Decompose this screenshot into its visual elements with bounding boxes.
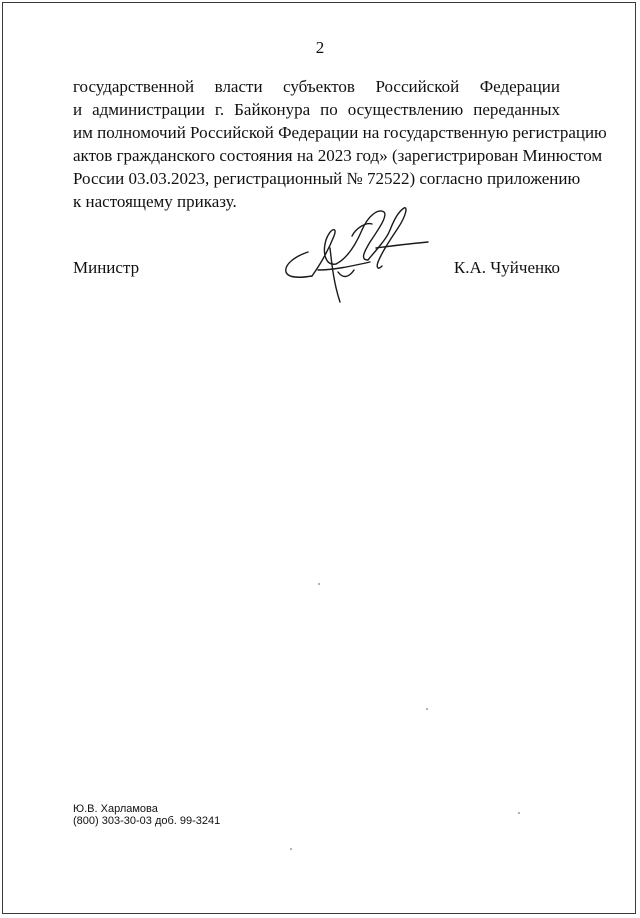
body-text [73, 75, 607, 213]
signer-name: К.А. Чуйченко [453, 258, 560, 277]
scan-speck [518, 812, 520, 814]
executor-name: Ю.В. Харламова [73, 803, 158, 815]
body-line: актов гражданского состояния на 2023 год» (зарегистрирован Минюстом [73, 146, 603, 165]
body-line: и администрации г. Байконура по осуществлению переданных [73, 100, 560, 119]
body-line: России 03.03.2023, регистрационный № 72522) согласно приложению [73, 169, 581, 188]
scan-speck [290, 848, 292, 850]
scan-speck [318, 583, 320, 585]
executor-phone: (800) 303-30-03 доб. 99-3241 [73, 815, 221, 827]
signature-icon [278, 200, 438, 310]
executor-info [73, 803, 220, 827]
body-line: им полномочий Российской Федерации на государственную регистрацию [73, 123, 607, 142]
page-number: 2 [315, 38, 325, 57]
body-line: к настоящему приказу. [73, 192, 237, 211]
body-line: государственной власти субъектов Российской Федерации [73, 77, 560, 96]
scan-speck [426, 708, 428, 710]
signer-title: Министр [73, 258, 140, 277]
